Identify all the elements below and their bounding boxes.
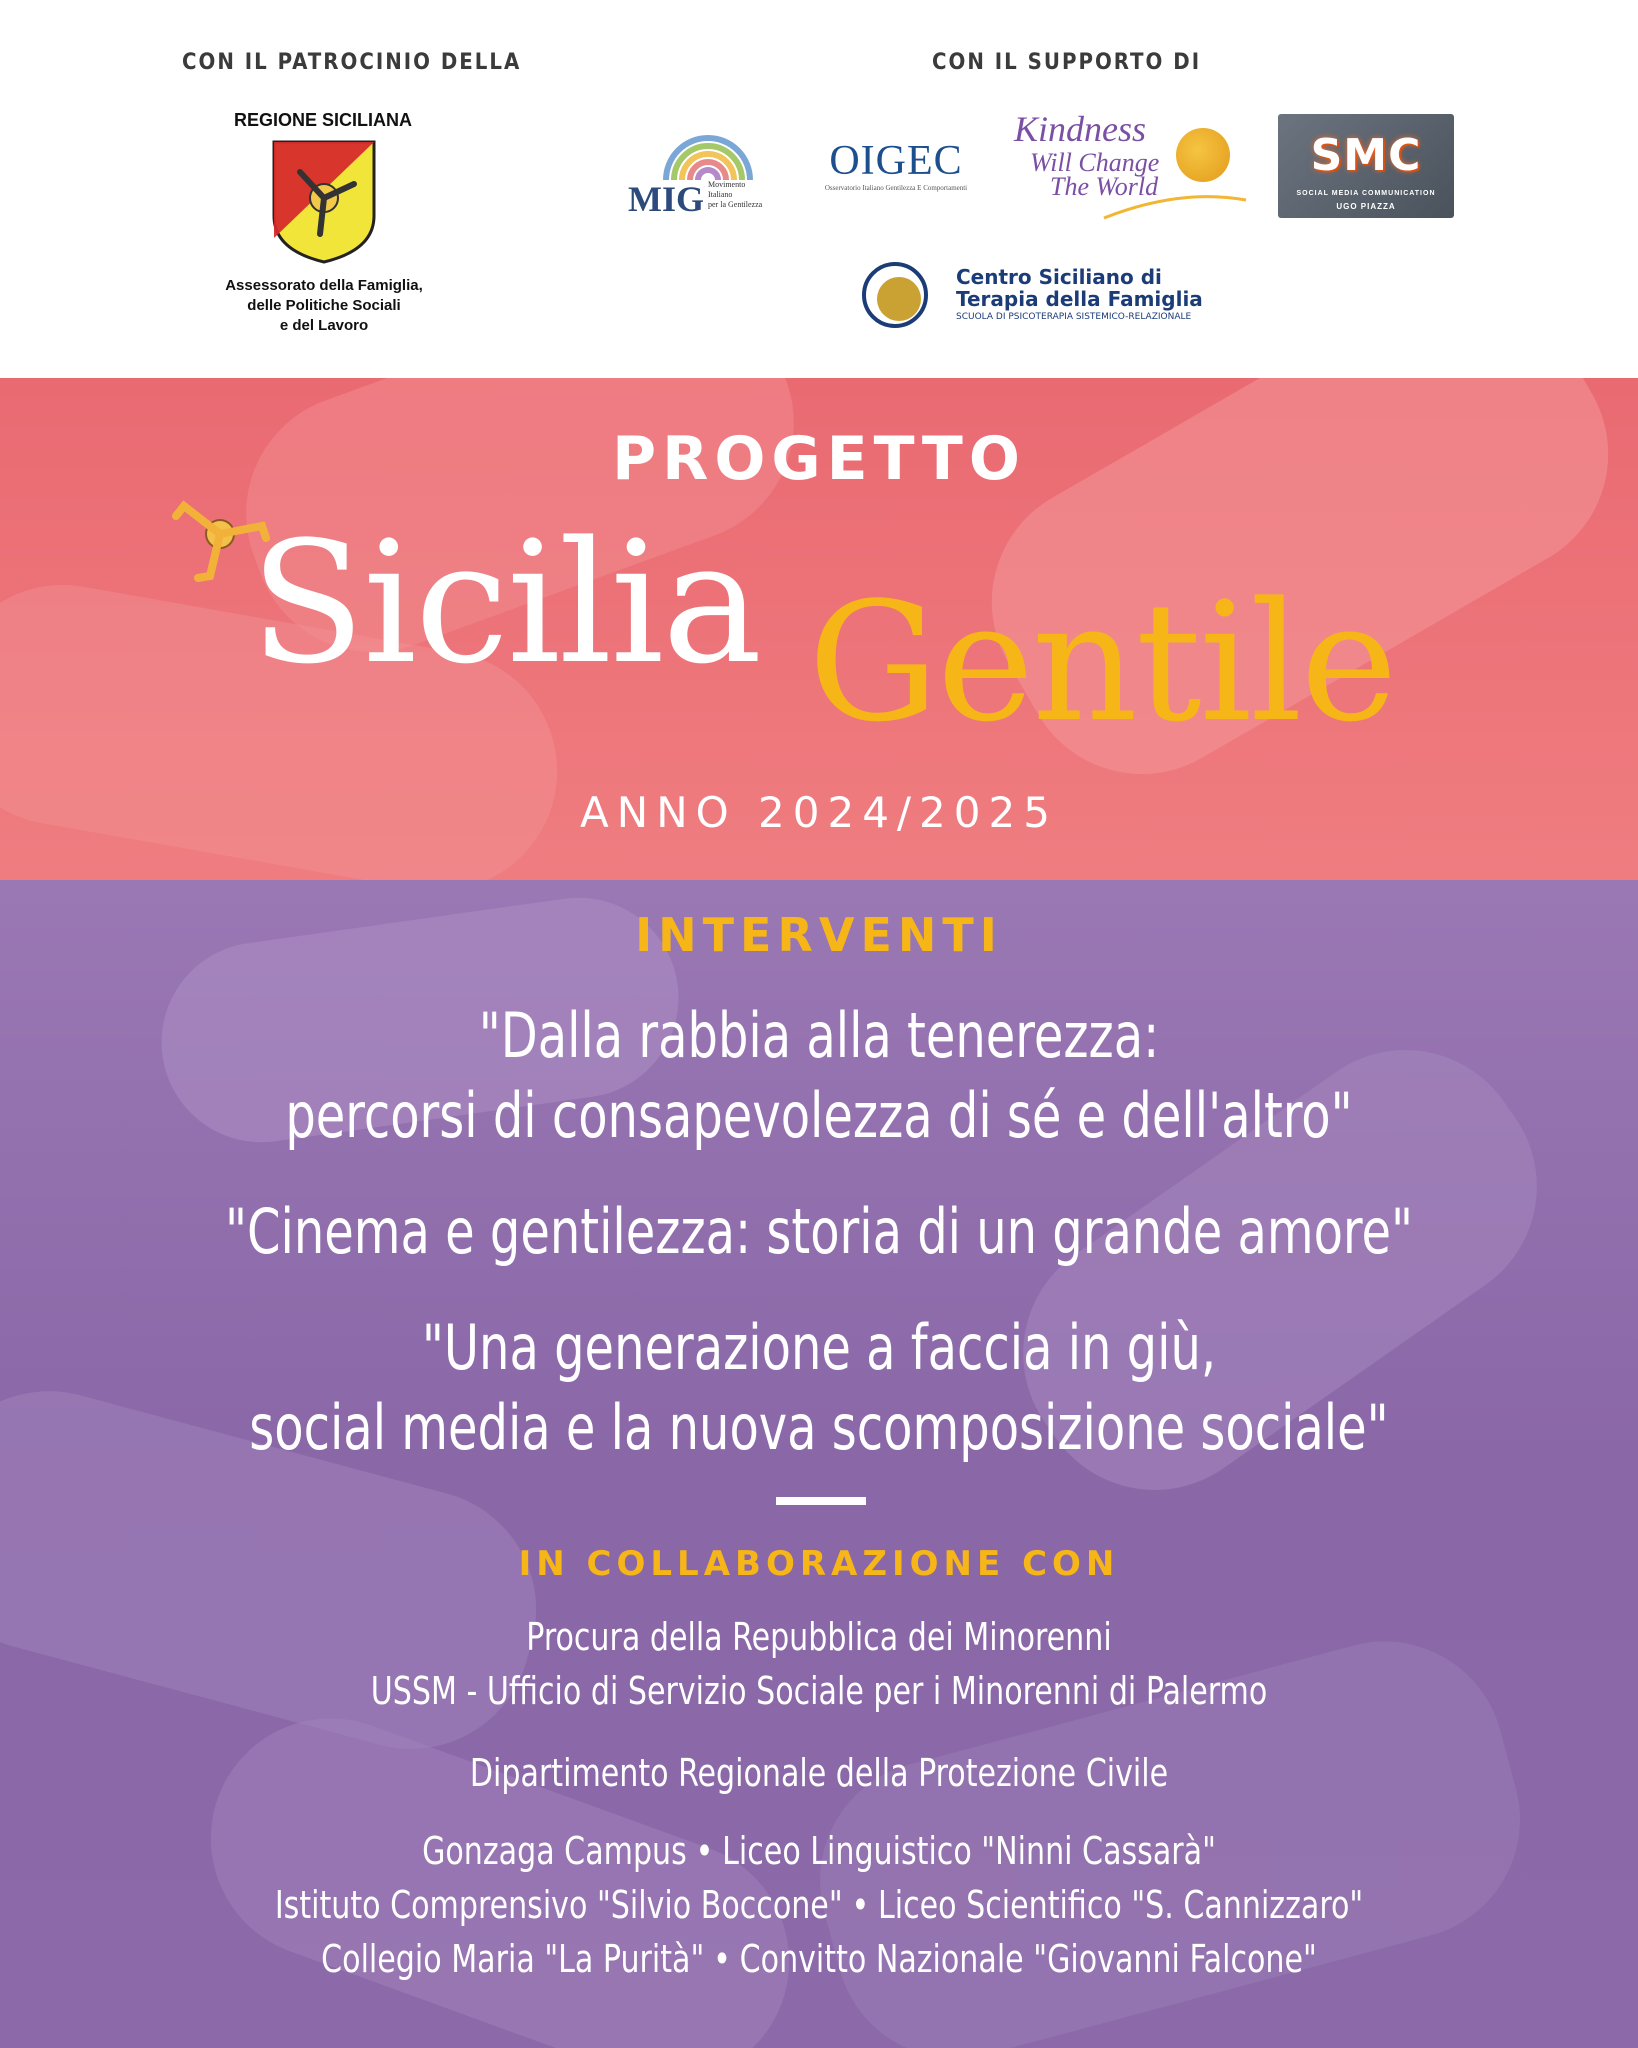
talk-item [115, 1308, 1524, 1468]
smc-line: UGO PIAZZA [1336, 202, 1396, 211]
project-year: ANNO 2024/2025 [580, 788, 1058, 837]
mig-line: Italiano [708, 190, 733, 199]
mig-acronym: MIG [628, 179, 704, 219]
mig-logo [628, 118, 780, 218]
talk-line: "Una generazione a faccia in giù, [421, 1311, 1217, 1384]
cst-line: Centro Siciliano di [956, 265, 1162, 289]
oigec-acronym: OIGEC [829, 138, 963, 184]
globe-icon [1176, 128, 1230, 182]
schools-row [98, 1824, 1539, 1878]
swoosh-icon [1100, 182, 1250, 222]
school: Liceo Scientifico "S. Cannizzaro" [878, 1883, 1364, 1927]
title-sicilia: Sicilia [250, 505, 761, 701]
mig-line: per la Gentilezza [708, 200, 763, 209]
kindness-line: The World [1050, 172, 1159, 201]
talk-line: "Dalla rabbia alla tenerezza: [478, 999, 1160, 1072]
support-caption: CON IL SUPPORTO DI [932, 50, 1202, 75]
cst-ring-icon [862, 262, 928, 328]
divider [776, 1497, 866, 1505]
region-name: REGIONE SICILIANA [233, 110, 412, 130]
region-department-line: delle Politiche Sociali [247, 297, 401, 314]
smc-logo [1278, 114, 1454, 218]
mig-subtitle [708, 180, 762, 210]
cst-line: SCUOLA DI PSICOTERAPIA SISTEMICO-RELAZIONALE [956, 312, 1192, 322]
kindness-logo [1010, 106, 1250, 224]
schools-row [98, 1878, 1539, 1932]
collaborator: Procura della Repubblica dei Minorenni [526, 1615, 1112, 1659]
region-department-line: Assessorato della Famiglia, [225, 277, 423, 294]
bullet-separator: • [713, 1937, 731, 1981]
talk-line: social media e la nuova scomposizione sociale" [249, 1391, 1389, 1464]
oigec-subtitle: Osservatorio Italiano Gentilezza E Comportamenti [824, 184, 968, 192]
talk-item [115, 996, 1524, 1156]
smc-acronym: SMC [1310, 130, 1422, 181]
project-label: PROGETTO [612, 424, 1026, 494]
talk-line: "Cinema e gentilezza: storia di un grande amore" [224, 1195, 1414, 1268]
mig-line: Movimento [708, 180, 746, 189]
oigec-logo [806, 138, 986, 198]
collaboration-heading: IN COLLABORAZIONE CON [518, 1544, 1120, 1584]
rainbow-icon [658, 118, 758, 182]
bullet-separator: • [695, 1829, 714, 1873]
collaboration-group [98, 1746, 1539, 1800]
schools-group [98, 1824, 1539, 1986]
region-shield-icon [270, 138, 378, 266]
title-gentile: Gentile [808, 567, 1396, 758]
patronage-caption: CON IL PATROCINIO DELLA [182, 50, 522, 75]
school: Collegio Maria "La Purità" [321, 1937, 705, 1981]
sponsor-strip [0, 0, 1638, 378]
smc-line: SOCIAL MEDIA COMMUNICATION [1296, 190, 1436, 197]
interventi-heading: INTERVENTI [635, 908, 1003, 962]
school: Liceo Linguistico "Ninni Cassarà" [722, 1829, 1216, 1873]
school: Convitto Nazionale "Giovanni Falcone" [739, 1937, 1317, 1981]
talk-line: percorsi di consapevolezza di sé e dell'altro" [285, 1079, 1353, 1152]
collaboration-group [98, 1610, 1539, 1718]
school: Istituto Comprensivo "Silvio Boccone" [274, 1883, 843, 1927]
bullet-separator: • [851, 1883, 870, 1927]
cst-logo [862, 260, 1262, 332]
kindness-line: Kindness [1014, 109, 1147, 149]
school: Gonzaga Campus [422, 1829, 687, 1873]
schools-row [98, 1932, 1539, 1986]
collaborator: USSM - Ufficio di Servizio Sociale per i Minorenni di Palermo [370, 1669, 1268, 1713]
cst-line: Terapia della Famiglia [956, 287, 1203, 311]
region-department-line: e del Lavoro [279, 317, 369, 334]
talk-item [115, 1192, 1524, 1272]
collaborator: Dipartimento Regionale della Protezione Civile [469, 1751, 1169, 1795]
kindness-line: Will Change [1030, 148, 1160, 177]
region-department [196, 276, 452, 336]
